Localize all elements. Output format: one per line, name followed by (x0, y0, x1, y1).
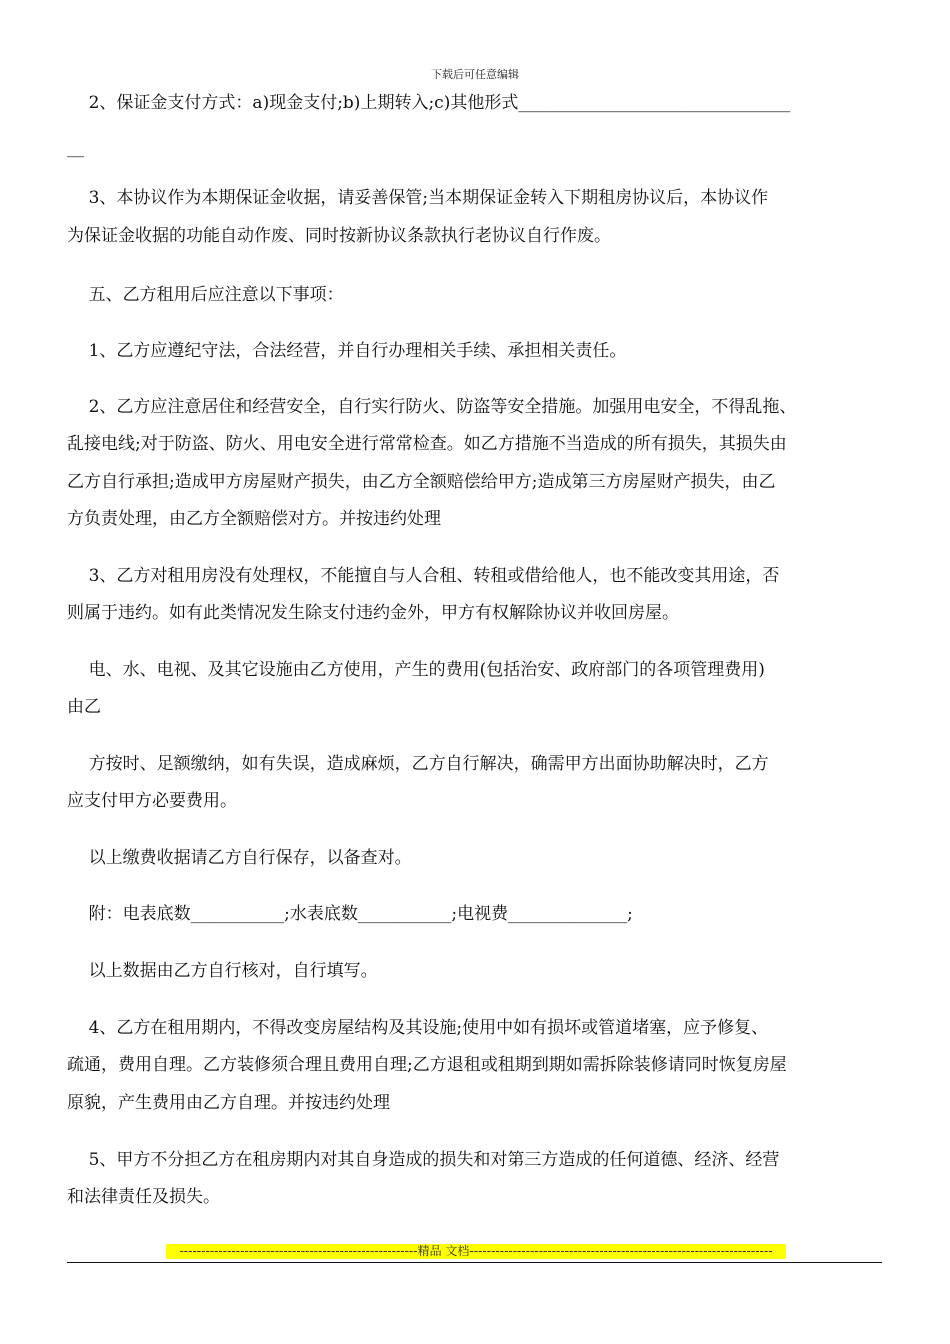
text-line: 和法律责任及损失。 (67, 1187, 220, 1207)
text-line: 由乙 (67, 697, 101, 717)
text-line: 方按时、足额缴纳，如有失误，造成麻烦，乙方自行解决，确需甲方出面协助解决时，乙方 (67, 754, 769, 774)
text-line: 4、乙方在租用期内，不得改变房屋结构及其设施;使用中如有损坏或管道堵塞，应予修复、 (67, 1018, 769, 1038)
text-line: 以上缴费收据请乙方自行保存，以备查对。 (67, 848, 412, 868)
text-line: 5、甲方不分担乙方在租房期内对其自身造成的损失和对第三方造成的任何道德、经济、经营 (67, 1150, 780, 1170)
text-line: 以上数据由乙方自行核对，自行填写。 (67, 961, 378, 981)
text-line: 附：电表底数___________;水表底数___________;电视费______________; (67, 904, 633, 924)
text-line: 则属于违约。如有此类情况发生除支付违约金外，甲方有权解除协议并收回房屋。 (67, 603, 679, 623)
text-line: 电、水、电视、及其它设施由乙方使用，产生的费用(包括治安、政府部门的各项管理费用) (67, 660, 765, 680)
footer-banner: -------------------------------------------------------精品 文档---------------------------------------------------------------------- (166, 1244, 786, 1259)
text-line: __ (67, 138, 84, 158)
text-line: 3、本协议作为本期保证金收据，请妥善保管;当本期保证金转入下期租房协议后，本协议作 (67, 188, 769, 208)
text-line: 为保证金收据的功能自动作废、同时按新协议条款执行老协议自行作废。 (67, 226, 611, 246)
page-header: 下载后可任意编辑 (431, 68, 519, 81)
text-line: 2、乙方应注意居住和经营安全，自行实行防火、防盗等安全措施。加强用电安全，不得乱拖、 (67, 397, 797, 417)
footer-divider (67, 1262, 882, 1263)
text-line: 疏通，费用自理。乙方装修须合理且费用自理;乙方退租或租期到期如需拆除装修请同时恢复房屋 (67, 1055, 787, 1075)
text-line: 五、乙方租用后应注意以下事项： (67, 285, 344, 305)
text-line: 乱接电线;对于防盗、防火、用电安全进行常常检查。如乙方措施不当造成的所有损失，其损失由 (67, 434, 787, 454)
text-line: 1、乙方应遵纪守法，合法经营，并自行办理相关手续、承担相关责任。 (67, 341, 627, 361)
text-line: 原貌，产生费用由乙方自理。并按违约处理 (67, 1093, 390, 1113)
text-line: 应支付甲方必要费用。 (67, 791, 237, 811)
text-line: 方负责处理，由乙方全额赔偿对方。并按违约处理 (67, 509, 441, 529)
text-line: 3、乙方对租用房没有处理权，不能擅自与人合租、转租或借给他人，也不能改变其用途，否 (67, 566, 780, 586)
text-line: 2、保证金支付方式：a)现金支付;b)上期转入;c)其他形式________________________________ (67, 93, 791, 113)
text-line: 乙方自行承担;造成甲方房屋财产损失，由乙方全额赔偿给甲方;造成第三方房屋财产损失，由乙 (67, 472, 776, 492)
